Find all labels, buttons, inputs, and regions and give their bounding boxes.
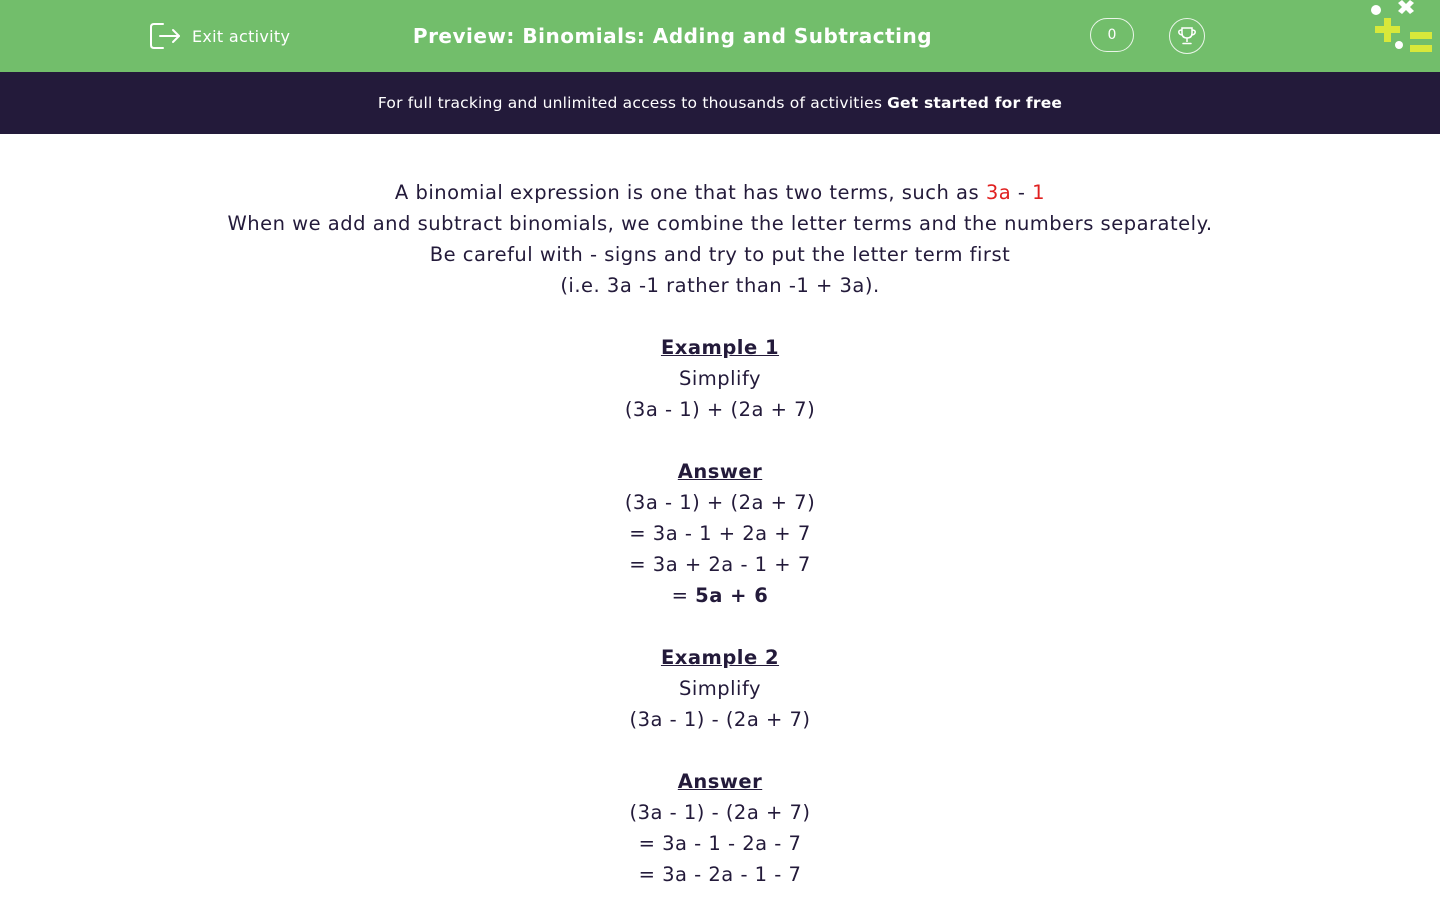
example-2-step: = 3a - 2a - 1 - 7 bbox=[638, 863, 802, 886]
example-1-answer-heading: Answer bbox=[677, 460, 763, 483]
exit-activity-button[interactable] bbox=[149, 19, 290, 53]
trophy-button[interactable] bbox=[1169, 18, 1205, 54]
example-1-expression: (3a - 1) + (2a + 7) bbox=[624, 398, 816, 421]
top-bar bbox=[0, 0, 1440, 72]
intro-text: A binomial expression is one that has two terms, such as bbox=[394, 181, 980, 204]
example-2-heading: Example 2 bbox=[660, 646, 780, 669]
spacer bbox=[0, 425, 1440, 456]
final-equals: = bbox=[671, 584, 689, 607]
spacer bbox=[0, 301, 1440, 332]
highlight-term: 1 bbox=[1032, 181, 1046, 204]
exit-icon bbox=[149, 22, 182, 50]
example-2-step: = 3a - 1 - 2a - 7 bbox=[638, 832, 802, 855]
intro-line-4: (i.e. 3a -1 rather than -1 + 3a). bbox=[560, 274, 880, 297]
spacer bbox=[0, 611, 1440, 642]
example-2-step: (3a - 1) - (2a + 7) bbox=[629, 801, 811, 824]
exit-activity-label: Exit activity bbox=[192, 26, 291, 46]
example-1-final bbox=[0, 580, 1440, 611]
get-started-link[interactable]: Get started for free bbox=[887, 94, 1063, 112]
page-title: Preview: Binomials: Adding and Subtracting bbox=[412, 24, 933, 48]
example-2-expression: (3a - 1) - (2a + 7) bbox=[629, 708, 811, 731]
example-2-instruction: Simplify bbox=[678, 677, 762, 700]
trophy-icon bbox=[1176, 25, 1198, 47]
example-1-step: (3a - 1) + (2a + 7) bbox=[624, 491, 816, 514]
example-2-answer-heading: Answer bbox=[677, 770, 763, 793]
score-badge bbox=[1090, 18, 1134, 52]
intro-line-2: When we add and subtract binomials, we combine the letter terms and the numbers separately. bbox=[227, 212, 1213, 235]
highlight-term: 3a bbox=[985, 181, 1012, 204]
brand-logo-icon bbox=[1364, 0, 1440, 60]
final-answer: 5a + 6 bbox=[695, 584, 769, 607]
score-value: 0 bbox=[1107, 27, 1117, 43]
example-1-instruction: Simplify bbox=[678, 367, 762, 390]
example-1-step: = 3a - 1 + 2a + 7 bbox=[629, 522, 811, 545]
banner-text: For full tracking and unlimited access to thousands of activities bbox=[377, 94, 883, 112]
lesson-content bbox=[0, 177, 1440, 890]
highlight-operator: - bbox=[1017, 181, 1026, 204]
signup-banner bbox=[0, 72, 1440, 134]
spacer bbox=[0, 735, 1440, 766]
example-1-heading: Example 1 bbox=[660, 336, 780, 359]
example-1-step: = 3a + 2a - 1 + 7 bbox=[629, 553, 811, 576]
intro-line-3: Be careful with - signs and try to put the letter term first bbox=[429, 243, 1011, 266]
intro-line-1 bbox=[0, 177, 1440, 208]
